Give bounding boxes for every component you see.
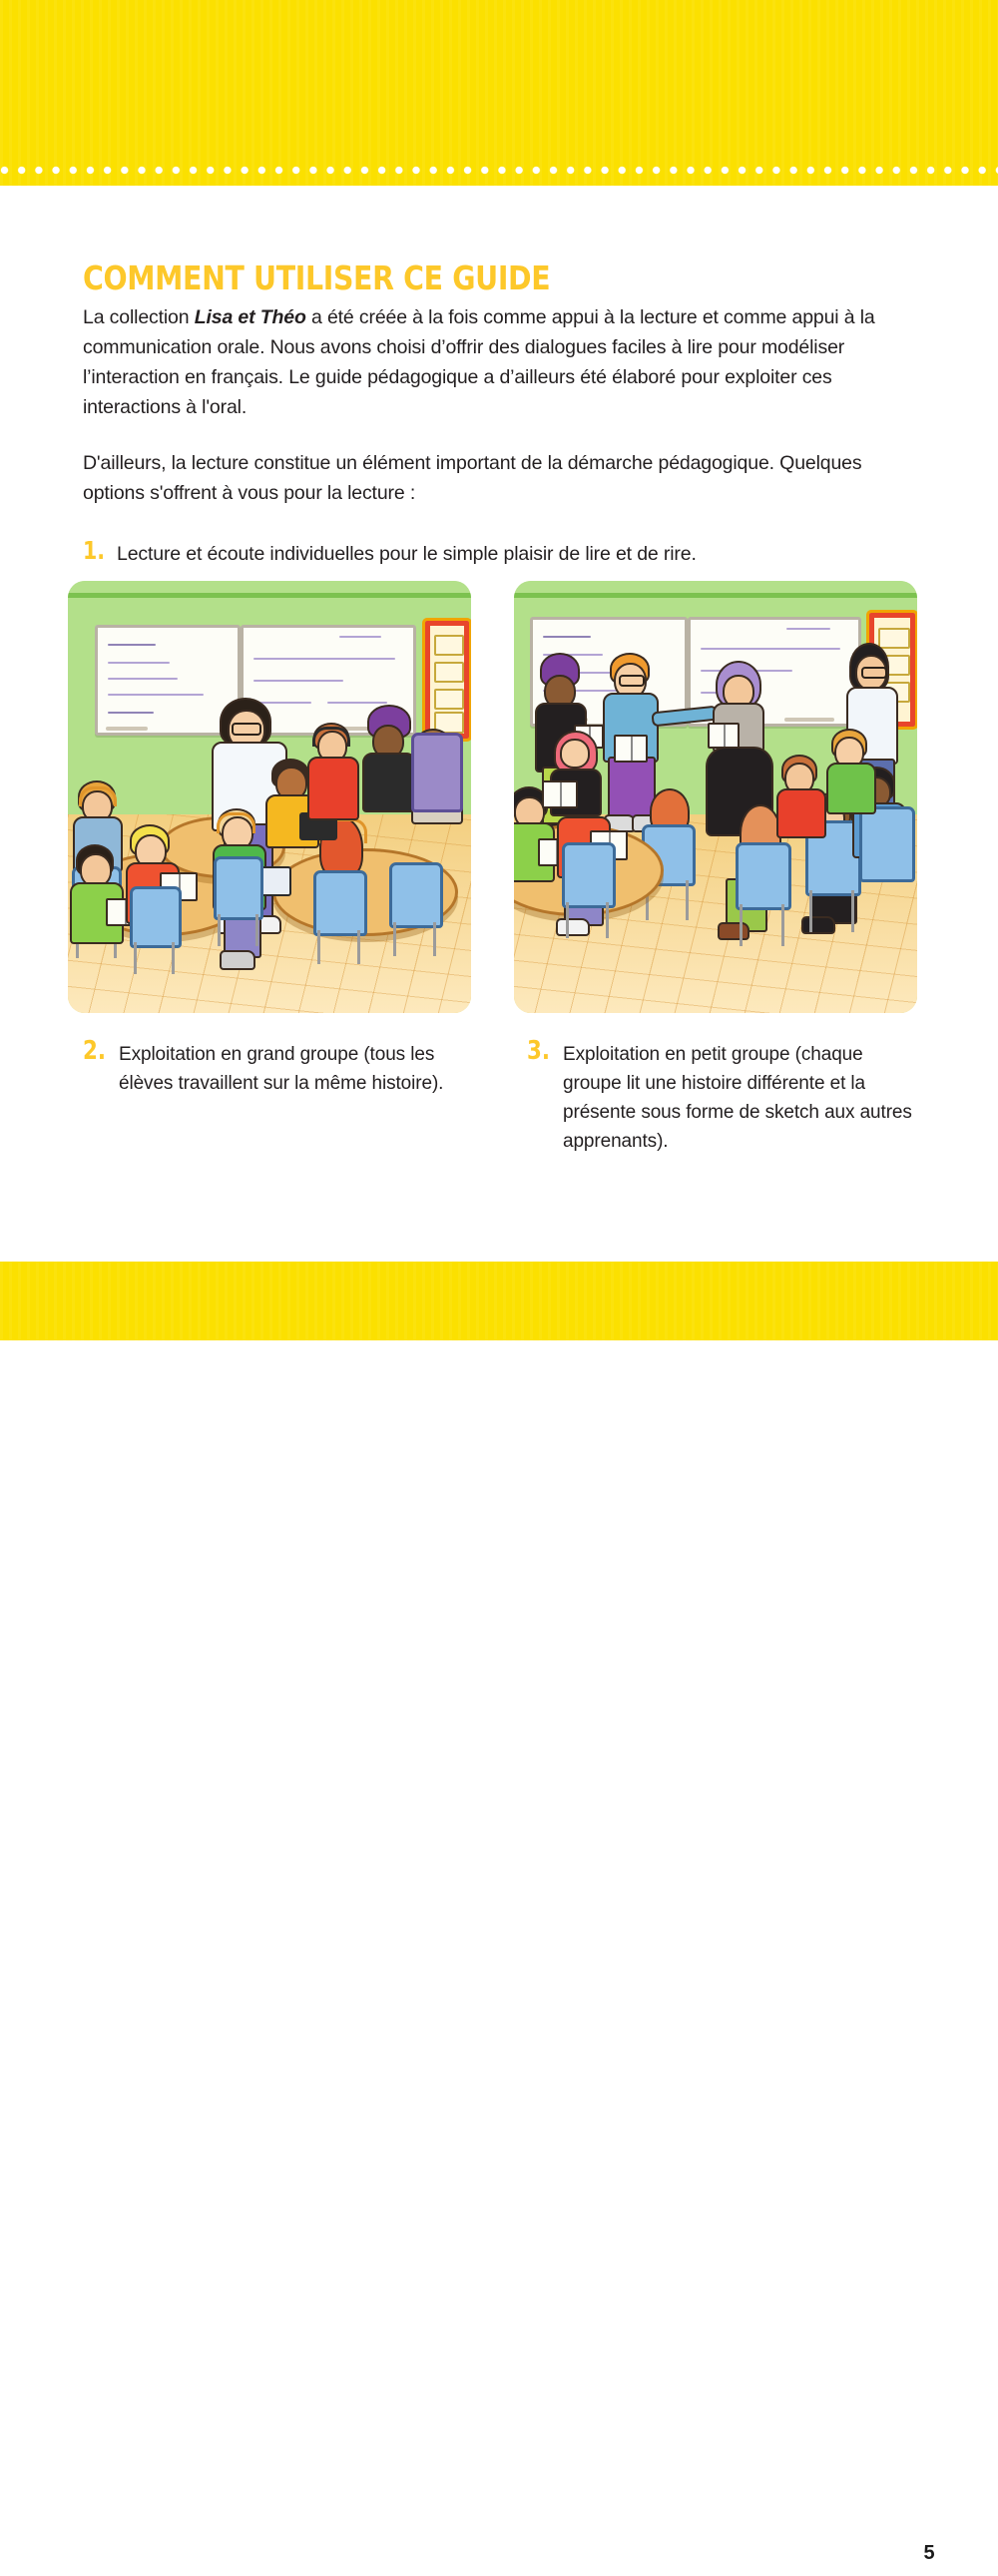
- top-yellow-banner: [0, 0, 998, 186]
- list-text-2: Exploitation en grand groupe (tous les élèves travaillent sur la même histoire).: [119, 1044, 444, 1094]
- intro-paragraph: [83, 302, 881, 422]
- wall-poster: [425, 621, 469, 739]
- classroom-small-group-illustration: [514, 581, 917, 1013]
- student-chair: [130, 886, 182, 948]
- caption-item-2: [83, 1038, 482, 1098]
- page-number: 5: [906, 2530, 952, 2576]
- student-chair: [214, 856, 263, 920]
- list-marker-2: 2.: [83, 1036, 106, 1066]
- student-chair: [411, 733, 463, 812]
- list-marker-1: 1.: [83, 536, 106, 565]
- student-chair: [389, 862, 443, 928]
- list-text-1: Lecture et écoute individuelles pour le simple plaisir de lire et de rire.: [117, 543, 697, 565]
- page-title: COMMENT UTILISER CE GUIDE: [83, 258, 551, 297]
- caption-item-3: [527, 1038, 926, 1156]
- list-item-1: [83, 538, 915, 568]
- dotted-divider: [0, 166, 998, 175]
- teacher-glasses: [232, 723, 261, 736]
- student-chair: [313, 870, 367, 936]
- list-marker-3: 3.: [527, 1036, 550, 1066]
- intro-prefix: La collection: [83, 306, 195, 328]
- second-paragraph: D'ailleurs, la lecture constitue un élément important de la démarche pédagogique. Quelques options s'offrent à vous pour la lecture :: [83, 452, 862, 504]
- wall-trim: [514, 593, 917, 598]
- presenter-glasses: [619, 675, 645, 687]
- collection-name: Lisa et Théo: [194, 306, 306, 328]
- page-content: [83, 258, 915, 568]
- list-text-3: Exploitation en petit groupe (chaque groupe lit une histoire différente et la présente sous forme de sketch aux autres apprenants).: [563, 1044, 912, 1152]
- wall-trim: [68, 593, 471, 598]
- classroom-large-group-illustration: [68, 581, 471, 1013]
- student-chair: [736, 842, 791, 910]
- student-chair: [859, 806, 915, 882]
- illustration-pair: [68, 581, 936, 1015]
- student-chair: [562, 842, 616, 908]
- intro-rest: a été créée à la fois comme appui à la lecture et comme appui à la communication orale. Nous avons choisi d’offrir des dialogues faciles à lire pour modéliser l’interaction en français. Le guide pédagogique a d’ailleurs été élaboré pour exploiter ces interactions à l'oral.: [83, 306, 875, 418]
- bottom-yellow-banner: [0, 1262, 998, 2564]
- teacher-glasses: [861, 667, 887, 679]
